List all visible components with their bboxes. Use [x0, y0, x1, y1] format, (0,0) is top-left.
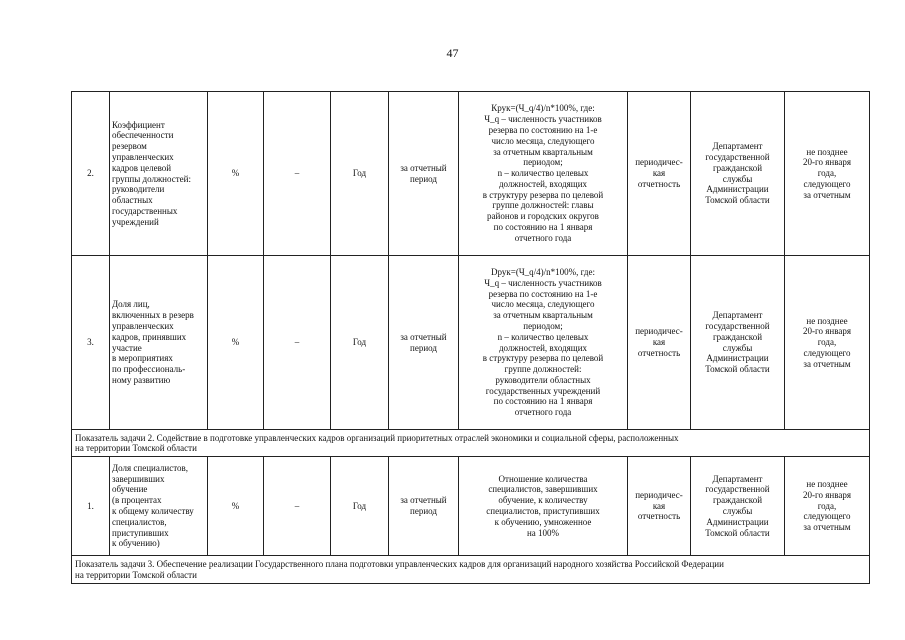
reporting-cell: периодичес- кая отчетность [628, 457, 691, 556]
period-cell: за отчетный период [389, 92, 459, 256]
unit-cell: % [208, 457, 264, 556]
dash-cell: – [264, 92, 331, 256]
deadline-cell: не позднее 20-го января года, следующего за отчетным [785, 256, 870, 430]
reporting-cell: периодичес- кая отчетность [628, 256, 691, 430]
task-header-row [72, 556, 870, 584]
dash-cell: – [264, 256, 331, 430]
unit-cell: % [208, 92, 264, 256]
table-row [72, 92, 870, 256]
responsible-cell: Департамент государственной гражданской службы Администрации Томской области [691, 256, 785, 430]
formula-cell: Отношение количества специалистов, завершивших обучение, к количеству специалистов, приступивших к обучению, умноженное на 100% [459, 457, 628, 556]
responsible-cell: Департамент государственной гражданской службы Администрации Томской области [691, 92, 785, 256]
period-cell: за отчетный период [389, 457, 459, 556]
dash-cell: – [264, 457, 331, 556]
deadline-cell: не позднее 20-го января года, следующего за отчетным [785, 92, 870, 256]
table-row [72, 256, 870, 430]
page-number: 47 [446, 46, 459, 60]
row-number: 1. [72, 457, 110, 556]
row-number: 3. [72, 256, 110, 430]
unit-cell: % [208, 256, 264, 430]
deadline-cell: не позднее 20-го января года, следующего за отчетным [785, 457, 870, 556]
frequency-cell: Год [331, 457, 389, 556]
indicators-table [71, 91, 870, 584]
indicator-name: Доля лиц, включенных в резерв управленческих кадров, принявших участие в мероприятиях по профессиональ- ному развитию [110, 256, 208, 430]
task-2-heading: Показатель задачи 2. Содействие в подготовке управленческих кадров организаций приоритетных отраслей экономики и социальной сферы, расположенных на территории Томской области [72, 430, 870, 457]
row-number: 2. [72, 92, 110, 256]
frequency-cell: Год [331, 92, 389, 256]
formula-cell: Крук=(Ч_q/4)/n*100%, где: Ч_q – численность участников резерва по состоянию на 1-е число месяца, следующего за отчетным квартальным периодом; n – количество целевых должностей, входящих в структуру резерва по целевой группе должностей: главы районов и городских округов по состоянию на 1 января отчетного года [459, 92, 628, 256]
indicator-name: Доля специалистов, завершивших обучение (в процентах к общему количеству специалистов, приступивших к обучению) [110, 457, 208, 556]
reporting-cell: периодичес- кая отчетность [628, 92, 691, 256]
indicator-name: Коэффициент обеспеченности резервом управленческих кадров целевой группы должностей: руководители областных государственных учреждений [110, 92, 208, 256]
task-3-heading: Показатель задачи 3. Обеспечение реализации Государственного плана подготовки управленческих кадров для организаций народного хозяйства Российской Федерации на территории Томской области [72, 556, 870, 584]
table-row [72, 457, 870, 556]
responsible-cell: Департамент государственной гражданской службы Администрации Томской области [691, 457, 785, 556]
period-cell: за отчетный период [389, 256, 459, 430]
frequency-cell: Год [331, 256, 389, 430]
task-header-row [72, 430, 870, 457]
formula-cell: Dрук=(Ч_q/4)/n*100%, где: Ч_q – численность участников резерва по состоянию на 1-е число месяца, следующего за отчетным квартальным периодом; n – количество целевых должностей, входящих в структуру резерва по целевой группе должностей: руководители областных государственных учреждений по состоянию на 1 января отчетного года [459, 256, 628, 430]
